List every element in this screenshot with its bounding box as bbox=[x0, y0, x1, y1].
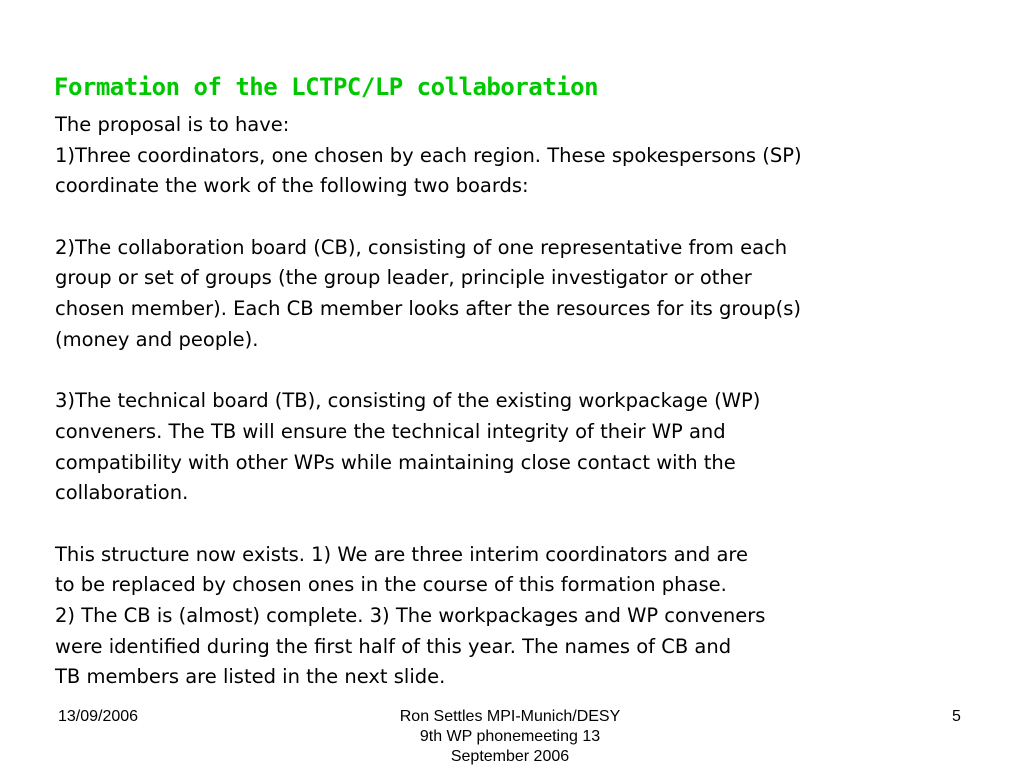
body-text-line: 1)Three coordinators, one chosen by each region. These spokespersons (SP) bbox=[55, 143, 802, 167]
page-number: 5 bbox=[952, 708, 961, 725]
footer-date-line: September 2006 bbox=[450, 748, 570, 765]
body-text-line: coordinate the work of the following two boards: bbox=[55, 174, 529, 198]
body-text-line: group or set of groups (the group leader, principle investigator or other bbox=[55, 266, 752, 290]
body-text-line: 3)The technical board (TB), consisting of the existing workpackage (WP) bbox=[55, 389, 761, 413]
footer-author-line: Ron Settles MPI-Munich/DESY bbox=[399, 708, 621, 725]
body-text-line: compatibility with other WPs while maintaining close contact with the bbox=[55, 450, 736, 474]
footer-meeting-line: 9th WP phonemeeting 13 bbox=[419, 728, 601, 745]
body-paragraph bbox=[55, 540, 1015, 693]
body-paragraph bbox=[55, 233, 1015, 356]
paragraph-gap bbox=[55, 356, 1015, 387]
slide-body bbox=[55, 110, 1015, 693]
footer-date: 13/09/2006 bbox=[58, 708, 139, 725]
body-text-line: chosen member). Each CB member looks after the resources for its group(s) bbox=[55, 297, 802, 321]
paragraph-gap bbox=[55, 202, 1015, 233]
body-text-line: collaboration. bbox=[55, 481, 189, 505]
body-text-line: This structure now exists. 1) We are three interim coordinators and are bbox=[55, 542, 748, 566]
body-text-line: (money and people). bbox=[55, 327, 259, 351]
body-text-line: 2) The CB is (almost) complete. 3) The workpackages and WP conveners bbox=[55, 604, 766, 627]
body-text-line: conveners. The TB will ensure the technical integrity of their WP and bbox=[55, 419, 726, 443]
body-text-line: The proposal is to have: bbox=[55, 113, 290, 136]
slide-title: Formation of the LCTPC/LP collaboration bbox=[54, 73, 599, 101]
body-paragraph bbox=[55, 386, 1015, 509]
body-text-line: TB members are listed in the next slide. bbox=[55, 665, 446, 689]
body-text-line: 2)The collaboration board (CB), consisting of one representative from each bbox=[55, 235, 788, 259]
body-text-line: to be replaced by chosen ones in the course of this formation phase. bbox=[55, 573, 727, 597]
body-text-line: were identified during the first half of this year. The names of CB and bbox=[55, 634, 732, 658]
body-paragraph bbox=[55, 110, 1015, 202]
footer-center bbox=[330, 707, 690, 767]
paragraph-gap bbox=[55, 509, 1015, 540]
